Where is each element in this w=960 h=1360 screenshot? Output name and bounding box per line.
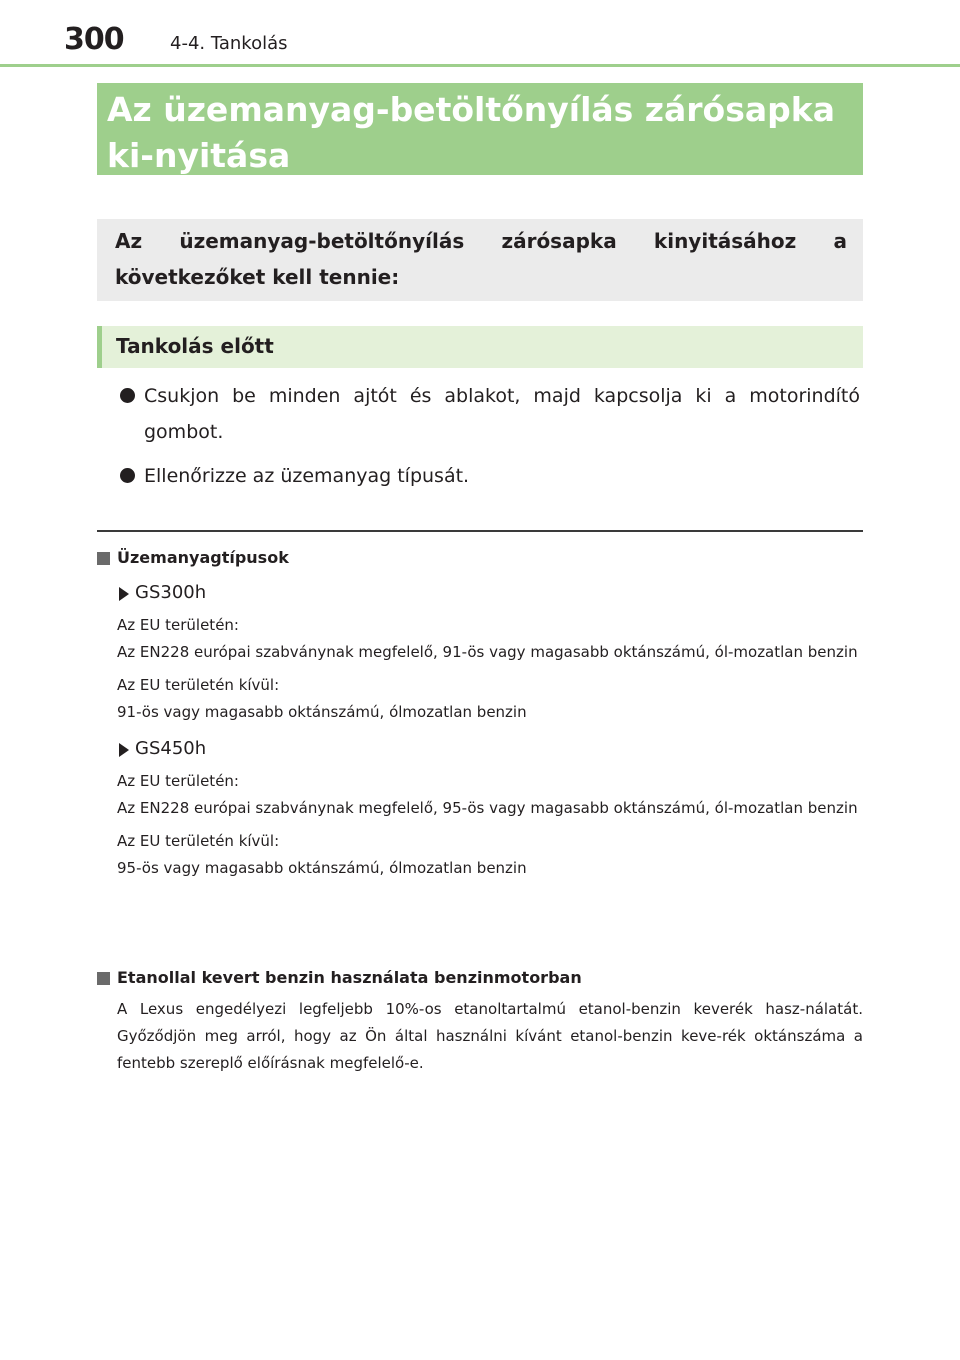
page-header xyxy=(0,0,960,68)
note-heading-text: Üzemanyagtípusok xyxy=(117,548,289,567)
eu-label: Az EU területén: xyxy=(117,772,239,790)
note-body: A Lexus engedélyezi legfeljebb 10%-os etanoltartalmú etanol-benzin keverék hasz-nálatát. Győződjön meg arról, hogy az Ön által használni kívánt etanol-benzin keve-rék oktánszáma a fentebb szereplő előírásnak megfelelő-e. xyxy=(117,1000,863,1072)
subsection-heading xyxy=(97,326,863,368)
triangle-right-icon xyxy=(119,743,129,757)
model-name: GS450h xyxy=(135,738,207,759)
square-bullet-icon xyxy=(97,972,110,985)
non-eu-spec xyxy=(97,828,863,882)
intro-box xyxy=(97,219,863,301)
list-item xyxy=(120,378,860,450)
model-heading-gs450h xyxy=(97,736,863,762)
model-heading-gs300h xyxy=(97,580,863,606)
non-eu-text: 95-ös vagy magasabb oktánszámú, ólmozatlan benzin xyxy=(117,859,527,877)
list-item-text: Csukjon be minden ajtót és ablakot, majd kapcsolja ki a motorindító gombot. xyxy=(144,385,860,443)
square-bullet-icon xyxy=(97,552,110,565)
note-fuel-types xyxy=(97,546,863,882)
section-divider xyxy=(97,530,863,532)
non-eu-spec xyxy=(97,672,863,726)
section-title-box xyxy=(97,83,863,175)
chapter-title: 4-4. Tankolás xyxy=(170,33,288,54)
list-item xyxy=(120,458,860,494)
header-rule xyxy=(0,64,960,67)
note-ethanol xyxy=(97,966,863,1077)
non-eu-text: 91-ös vagy magasabb oktánszámú, ólmozatlan benzin xyxy=(117,703,527,721)
intro-text: Az üzemanyag-betöltőnyílás zárósapka kinyitásához a következőket kell tennie: xyxy=(115,229,847,289)
eu-text: Az EN228 európai szabványnak megfelelő, 95-ös vagy magasabb oktánszámú, ól-mozatlan benzin xyxy=(117,799,858,817)
triangle-right-icon xyxy=(119,587,129,601)
eu-text: Az EN228 európai szabványnak megfelelő, 91-ös vagy magasabb oktánszámú, ól-mozatlan benzin xyxy=(117,643,858,661)
bullet-icon xyxy=(120,468,135,483)
bullet-icon xyxy=(120,388,135,403)
non-eu-label: Az EU területén kívül: xyxy=(117,832,280,850)
bullet-list xyxy=(120,378,860,502)
note-heading xyxy=(97,546,863,570)
note-heading-text: Etanollal kevert benzin használata benzinmotorban xyxy=(117,968,582,987)
eu-label: Az EU területén: xyxy=(117,616,239,634)
page-number: 300 xyxy=(64,22,124,57)
eu-spec xyxy=(97,768,863,822)
page-title: Az üzemanyag-betöltőnyílás zárósapka ki-nyitása xyxy=(107,90,835,175)
note-heading xyxy=(97,966,863,990)
model-name: GS300h xyxy=(135,582,207,603)
list-item-text: Ellenőrizze az üzemanyag típusát. xyxy=(144,465,470,487)
eu-spec xyxy=(97,612,863,666)
non-eu-label: Az EU területén kívül: xyxy=(117,676,280,694)
subsection-title: Tankolás előtt xyxy=(116,334,274,358)
